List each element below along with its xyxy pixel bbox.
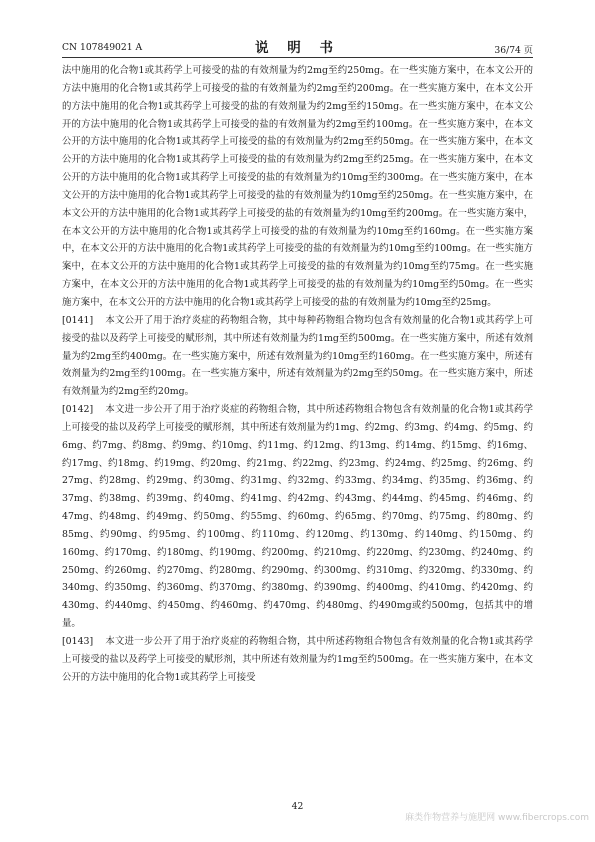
doc-title: 说 明 书 [255, 40, 340, 56]
watermark: 麻类作物营养与施肥网 www.fibercrops.com [405, 813, 589, 823]
paragraph-number: [0141] [62, 314, 94, 326]
paragraph-text: 本文公开了用于治疗炎症的药物组合物，其中每种药物组合物均包含有效剂量的化合物1或其药学上可接受的盐以及药学上可接受的赋形剂，其中所述有效剂量为约1mg至约500mg。在一些实施方案中，所述有效剂量为约2mg至约400mg。在一些实施方案中，所述有效剂量为约10mg至约160mg。在一些实施方案中，所述有效剂量为约2mg至约100mg。在一些实施方案中，所述有效剂量为约2mg至约50mg。在一些实施方案中，所述有效剂量为约2mg至约20mg。 [62, 314, 533, 398]
paragraph-number: [0143] [62, 636, 94, 647]
paragraph-0143 [62, 633, 533, 687]
header-divider [62, 57, 533, 58]
document-body [62, 62, 533, 687]
paragraph-number: [0142] [62, 404, 94, 416]
paragraph-text: 本文进一步公开了用于治疗炎症的药物组合物，其中所述药物组合物包含有效剂量的化合物1或其药学上可接受的盐以及药学上可接受的赋形剂，其中所述有效剂量为约1mg、约2mg、约3mg、约4mg、约5mg、约6mg、约7mg、约8mg、约9mg、约10mg、约11mg、约12mg、约13mg、约14mg、约15mg、约16mg、约17mg、约18mg、约19mg、约20mg、约21mg、约22mg、约23mg、约24mg、约25mg、约26mg、约27mg、约28mg、约29mg、约30mg、约31mg、约32mg、约33mg、约34mg、约35mg、约36mg、约37mg、约38mg、约39mg、约40mg、约41mg、约42mg、约43mg、约44mg、约45mg、约46mg、约47mg、约48mg、约49mg、约50mg、约55mg、约60mg、约65mg、约70mg、约75mg、约80mg、约85mg、约90mg、约95mg、约100mg、约110mg、约120mg、约130mg、约140mg、约150mg、约160mg、约170mg、约180mg、约190mg、约200mg、约210mg、约220mg、约230mg、约240mg、约250mg、约260mg、约270mg、约280mg、约290mg、约300mg、约310mg、约320mg、约330mg、约340mg、约350mg、约360mg、约370mg、约380mg、约390mg、约400mg、约410mg、约420mg、约430mg、约440mg、约450mg、约460mg、约470mg、约480mg、约490mg或约500mg，包括其中的增量。 [62, 404, 533, 630]
page-header [62, 36, 533, 56]
page-number: 42 [291, 801, 304, 812]
doc-number: CN 107849021 A [62, 42, 143, 53]
paragraph-0141 [62, 312, 533, 401]
page-of-label: 36/74 页 [494, 45, 533, 56]
paragraph-text: 法中施用的化合物1或其药学上可接受的盐的有效剂量为约2mg至约250mg。在一些实施方案中，在本文公开的方法中施用的化合物1或其药学上可接受的盐的有效剂量为约2mg至约200mg。在一些实施方案中，在本文公开的方法中施用的化合物1或其药学上可接受的盐的有效剂量为约2mg至约150mg。在一些实施方案中，在本文公开的方法中施用的化合物1或其药学上可接受的盐的有效剂量为约2mg至约100mg。在一些实施方案中，在本文公开的方法中施用的化合物1或其药学上可接受的盐的有效剂量为约2mg至约50mg。在一些实施方案中，在本文公开的方法中施用的化合物1或其药学上可接受的盐的有效剂量为约2mg至约25mg。在一些实施方案中，在本文公开的方法中施用的化合物1或其药学上可接受的盐的有效剂量为约10mg至约300mg。在一些实施方案中，在本文公开的方法中施用的化合物1或其药学上可接受的盐的有效剂量为约10mg至约250mg。在一些实施方案中，在本文公开的方法中施用的化合物1或其药学上可接受的盐的有效剂量为约10mg至约200mg。在一些实施方案中，在本文公开的方法中施用的化合物1或其药学上可接受的盐的有效剂量为约10mg至约160mg。在一些实施方案中，在本文公开的方法中施用的化合物1或其药学上可接受的盐的有效剂量为约10mg至约100mg。在一些实施方案中，在本文公开的方法中施用的化合物1或其药学上可接受的盐的有效剂量为约10mg至约75mg。在一些实施方案中，在本文公开的方法中施用的化合物1或其药学上可接受的盐的有效剂量为约10mg至约50mg。在一些实施方案中，在本文公开的方法中施用的化合物1或其药学上可接受的盐的有效剂量为约10mg至约25mg。 [62, 65, 533, 308]
paragraph-text: 本文进一步公开了用于治疗炎症的药物组合物，其中所述药物组合物包含有效剂量的化合物1或其药学上可接受的盐以及药学上可接受的赋形剂，其中所述有效剂量为约1mg至约500mg。在一些实施方案中，在本文公开的方法中施用的化合物1或其药学上可接受 [62, 636, 533, 683]
paragraph-0142 [62, 401, 533, 633]
paragraph-continued [62, 62, 533, 312]
